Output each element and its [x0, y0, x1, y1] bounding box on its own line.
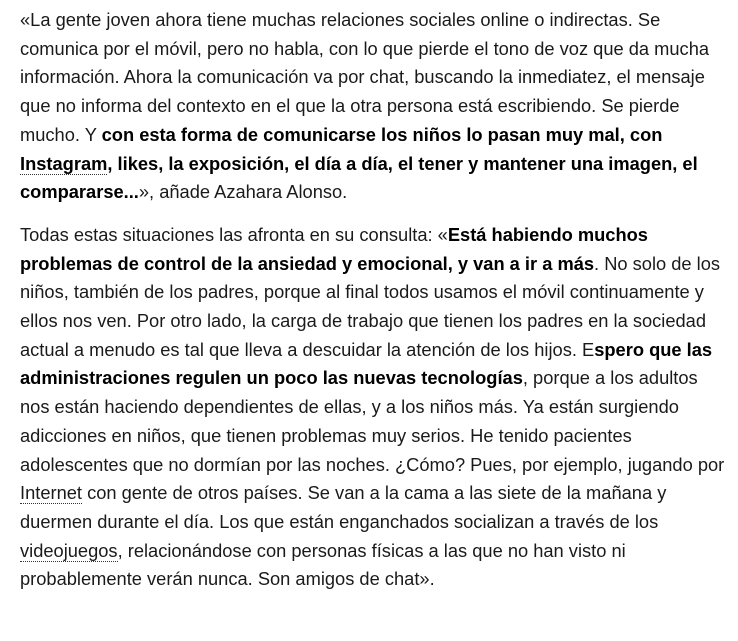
- body-text: con gente de otros países. Se van a la cama a las siete de la mañana y duermen durante el día. Los que están enganchados socializan a través de los: [20, 482, 667, 532]
- quote-text: », añade Azahara Alonso.: [138, 181, 348, 203]
- highlighted-text: con esta forma de comunicarse los niños lo pasan muy mal, con: [101, 123, 663, 145]
- body-text: . No solo de los niños, también de los padres, porque al final todos usamos el móvil continuamente y ellos nos ven. Por otro lado, la carga de trabajo que tienen los padres en la sociedad actual a menudo es tal que lleva a descuidar la atención de los hijos. E: [20, 252, 721, 360]
- instagram-tag-link[interactable]: Instagram: [20, 152, 108, 174]
- quote-text: «La gente joven ahora tiene muchas relaciones sociales online o indirectas. Se comunica por el móvil, pero no habla, con lo que pierde el tono de voz que da mucha información. Ahora la comunicación va por chat, buscando la inmediatez, el mensaje que no informa del contexto en el que la otra persona está escribiendo. Se pierde mucho. Y: [20, 9, 710, 145]
- body-text: Todas estas situaciones las afronta en su consulta: «: [20, 223, 448, 245]
- internet-tag-link[interactable]: Internet: [20, 482, 82, 504]
- videojuegos-tag-link[interactable]: videojuegos: [20, 539, 118, 561]
- highlighted-text: Está habiendo muchos problemas de control de la ansiedad y emocional, y van a ir a más: [20, 223, 648, 274]
- body-text: , porque a los adultos nos están haciendo dependientes de ellas, y a los niños más. Ya están surgiendo adicciones en niños, que tienen problemas muy serios. He tenido pacientes adolescentes que no dormían por las noches. ¿Cómo? Pues, por ejemplo, jugando por: [20, 367, 725, 475]
- highlighted-text: , likes, la exposición, el día a día, el tener y mantener una imagen, el compararse...: [20, 152, 698, 203]
- paragraph: [20, 221, 726, 594]
- body-text: , relacionándose con personas físicas a las que no han visto ni probablemente verán nunca. Son amigos de chat».: [20, 539, 626, 590]
- article-body: [20, 6, 726, 594]
- paragraph: [20, 6, 726, 207]
- highlighted-text: spero que las administraciones regulen un poco las nuevas tecnologías: [20, 338, 713, 389]
